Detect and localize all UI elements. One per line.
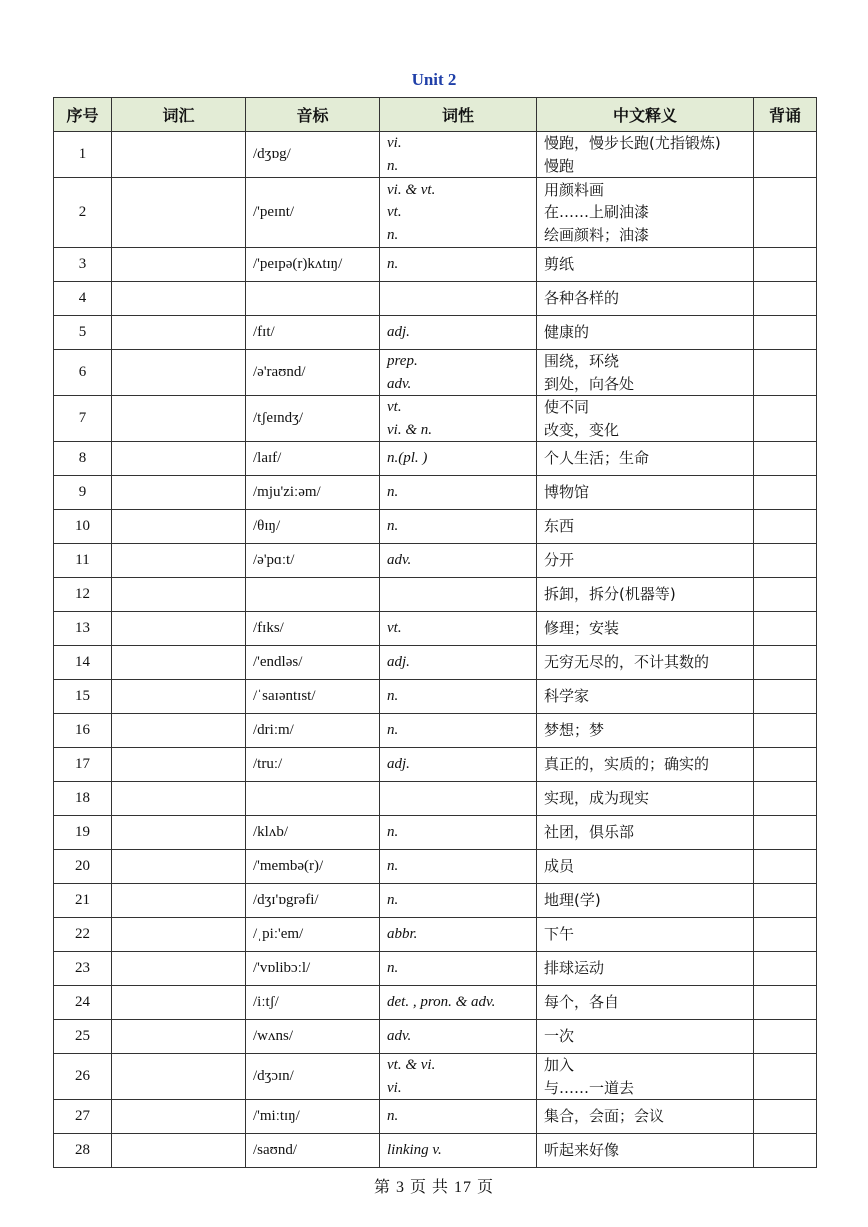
- chinese-meaning-cell: [537, 578, 754, 612]
- recite-checkbox-cell[interactable]: [754, 850, 817, 884]
- phonetic-cell: /ə'pɑːt/: [246, 544, 380, 578]
- meaning-line: 健康的: [544, 323, 590, 342]
- vocabulary-blank-cell[interactable]: [112, 442, 246, 476]
- vocabulary-blank-cell[interactable]: [112, 1100, 246, 1134]
- part-of-speech-line: n.: [387, 226, 399, 243]
- row-number: 15: [54, 680, 112, 714]
- vocabulary-blank-cell[interactable]: [112, 132, 246, 178]
- phonetic-cell: /'endləs/: [246, 646, 380, 680]
- meaning-line: 在……上刷油漆: [544, 203, 650, 222]
- meaning-line: 用颜料画: [544, 180, 605, 199]
- part-of-speech-cell: [380, 178, 537, 248]
- vocabulary-blank-cell[interactable]: [112, 350, 246, 396]
- meaning-line: 绘画颜料；油漆: [544, 225, 650, 244]
- meaning-line: 拆卸，拆分(机器等): [544, 585, 676, 604]
- part-of-speech-cell: [380, 442, 537, 476]
- part-of-speech-cell: [380, 748, 537, 782]
- part-of-speech-cell: [380, 850, 537, 884]
- part-of-speech-cell: [380, 1134, 537, 1168]
- part-of-speech-line: n.: [387, 688, 399, 705]
- meaning-line: 集合，会面；会议: [544, 1107, 665, 1126]
- part-of-speech-cell: [380, 350, 537, 396]
- table-row: [54, 476, 817, 510]
- row-number: 24: [54, 986, 112, 1020]
- chinese-meaning-cell: [537, 442, 754, 476]
- recite-checkbox-cell[interactable]: [754, 1020, 817, 1054]
- table-row: [54, 510, 817, 544]
- part-of-speech-cell: [380, 816, 537, 850]
- phonetic-cell: /iːtʃ/: [246, 986, 380, 1020]
- phonetic-cell: /mju'ziːəm/: [246, 476, 380, 510]
- vocabulary-blank-cell[interactable]: [112, 612, 246, 646]
- recite-checkbox-cell[interactable]: [754, 782, 817, 816]
- table-row: [54, 132, 817, 178]
- row-number: 16: [54, 714, 112, 748]
- part-of-speech-line: vt. & vi.: [387, 1057, 436, 1073]
- row-number: 23: [54, 952, 112, 986]
- chinese-meaning-cell: [537, 178, 754, 248]
- table-row: [54, 748, 817, 782]
- header-number: 序号: [54, 98, 112, 132]
- phonetic-cell: /dʒɔɪn/: [246, 1054, 380, 1100]
- chinese-meaning-cell: [537, 248, 754, 282]
- meaning-line: 无穷无尽的，不计其数的: [544, 653, 710, 672]
- vocabulary-blank-cell[interactable]: [112, 850, 246, 884]
- part-of-speech-line: n.: [387, 1108, 399, 1125]
- header-part-of-speech: 词性: [380, 98, 537, 132]
- part-of-speech-cell: [380, 612, 537, 646]
- page-footer: 第 3 页 共 17 页: [373, 1179, 494, 1196]
- table-row: [54, 850, 817, 884]
- row-number: 22: [54, 918, 112, 952]
- recite-checkbox-cell[interactable]: [754, 178, 817, 248]
- vocabulary-blank-cell[interactable]: [112, 396, 246, 442]
- table-row: [54, 396, 817, 442]
- recite-checkbox-cell[interactable]: [754, 714, 817, 748]
- row-number: 4: [54, 282, 112, 316]
- vocabulary-table: [53, 97, 817, 1168]
- vocabulary-blank-cell[interactable]: [112, 544, 246, 578]
- part-of-speech-line: vi.: [387, 1079, 402, 1096]
- vocabulary-blank-cell[interactable]: [112, 680, 246, 714]
- part-of-speech-cell: [380, 646, 537, 680]
- part-of-speech-line: vi.: [387, 135, 402, 151]
- table-row: [54, 816, 817, 850]
- vocabulary-blank-cell[interactable]: [112, 578, 246, 612]
- part-of-speech-line: vt.: [387, 620, 402, 637]
- recite-checkbox-cell[interactable]: [754, 544, 817, 578]
- chinese-meaning-cell: [537, 316, 754, 350]
- part-of-speech-line: vi. & n.: [387, 421, 432, 438]
- recite-checkbox-cell[interactable]: [754, 578, 817, 612]
- part-of-speech-cell: [380, 884, 537, 918]
- vocabulary-blank-cell[interactable]: [112, 1020, 246, 1054]
- table-row: [54, 282, 817, 316]
- recite-checkbox-cell[interactable]: [754, 816, 817, 850]
- row-number: 9: [54, 476, 112, 510]
- chinese-meaning-cell: [537, 350, 754, 396]
- part-of-speech-line: adj.: [387, 756, 410, 773]
- chinese-meaning-cell: [537, 476, 754, 510]
- recite-checkbox-cell[interactable]: [754, 316, 817, 350]
- phonetic-cell: /dʒɒg/: [246, 132, 380, 178]
- header-row: [54, 98, 817, 132]
- vocabulary-blank-cell[interactable]: [112, 816, 246, 850]
- table-row: [54, 578, 817, 612]
- meaning-line: 梦想；梦: [544, 721, 605, 740]
- chinese-meaning-cell: [537, 952, 754, 986]
- meaning-line: 社团，俱乐部: [544, 823, 635, 842]
- part-of-speech-line: vt.: [387, 399, 402, 415]
- row-number: 26: [54, 1054, 112, 1100]
- table-row: [54, 1020, 817, 1054]
- vocabulary-blank-cell[interactable]: [112, 646, 246, 680]
- meaning-line: 慢跑，慢步长跑(尤指锻炼): [544, 134, 721, 152]
- part-of-speech-line: adv.: [387, 375, 412, 392]
- chinese-meaning-cell: [537, 282, 754, 316]
- meaning-line: 围绕，环绕: [544, 352, 620, 370]
- meaning-line: 使不同: [544, 398, 590, 416]
- row-number: 14: [54, 646, 112, 680]
- row-number: 27: [54, 1100, 112, 1134]
- row-number: 18: [54, 782, 112, 816]
- meaning-line: 排球运动: [544, 959, 605, 978]
- part-of-speech-cell: [380, 1054, 537, 1100]
- table-row: [54, 680, 817, 714]
- table-row: [54, 1100, 817, 1134]
- meaning-line: 地理(学): [544, 891, 601, 910]
- part-of-speech-cell: [380, 282, 537, 316]
- phonetic-cell: /fɪt/: [246, 316, 380, 350]
- row-number: 3: [54, 248, 112, 282]
- recite-checkbox-cell[interactable]: [754, 442, 817, 476]
- row-number: 5: [54, 316, 112, 350]
- table-row: [54, 178, 817, 248]
- part-of-speech-cell: [380, 952, 537, 986]
- phonetic-cell: /ˌpiː'em/: [246, 918, 380, 952]
- table-row: [54, 442, 817, 476]
- table-row: [54, 952, 817, 986]
- unit-title: Unit 2: [411, 70, 457, 89]
- chinese-meaning-cell: [537, 612, 754, 646]
- meaning-line: 与……一道去: [544, 1078, 635, 1097]
- chinese-meaning-cell: [537, 396, 754, 442]
- phonetic-cell: /truː/: [246, 748, 380, 782]
- part-of-speech-line: n.: [387, 157, 399, 174]
- meaning-line: 实现，成为现实: [544, 789, 650, 808]
- meaning-line: 慢跑: [544, 156, 575, 175]
- meaning-line: 成员: [544, 857, 575, 876]
- phonetic-cell: /'miːtɪŋ/: [246, 1100, 380, 1134]
- part-of-speech-cell: [380, 396, 537, 442]
- part-of-speech-line: det. , pron. & adv.: [387, 994, 496, 1011]
- part-of-speech-line: n.: [387, 824, 399, 841]
- chinese-meaning-cell: [537, 782, 754, 816]
- part-of-speech-line: prep.: [387, 353, 418, 369]
- phonetic-cell: /klʌb/: [246, 816, 380, 850]
- part-of-speech-cell: [380, 714, 537, 748]
- row-number: 20: [54, 850, 112, 884]
- meaning-line: 听起来好像: [544, 1141, 620, 1160]
- chinese-meaning-cell: [537, 884, 754, 918]
- meaning-line: 剪纸: [544, 255, 575, 274]
- phonetic-cell: /θɪŋ/: [246, 510, 380, 544]
- chinese-meaning-cell: [537, 1100, 754, 1134]
- chinese-meaning-cell: [537, 816, 754, 850]
- meaning-line: 加入: [544, 1056, 575, 1074]
- chinese-meaning-cell: [537, 646, 754, 680]
- recite-checkbox-cell[interactable]: [754, 1054, 817, 1100]
- vocabulary-blank-cell[interactable]: [112, 282, 246, 316]
- header-phonetic: 音标: [246, 98, 380, 132]
- recite-checkbox-cell[interactable]: [754, 396, 817, 442]
- part-of-speech-cell: [380, 782, 537, 816]
- recite-checkbox-cell[interactable]: [754, 952, 817, 986]
- row-number: 13: [54, 612, 112, 646]
- phonetic-cell: /laɪf/: [246, 442, 380, 476]
- recite-checkbox-cell[interactable]: [754, 1134, 817, 1168]
- table-row: [54, 1134, 817, 1168]
- row-number: 7: [54, 396, 112, 442]
- recite-checkbox-cell[interactable]: [754, 282, 817, 316]
- recite-checkbox-cell[interactable]: [754, 132, 817, 178]
- table-row: [54, 782, 817, 816]
- part-of-speech-cell: [380, 1020, 537, 1054]
- part-of-speech-cell: [380, 1100, 537, 1134]
- header-chinese-meaning: 中文释义: [537, 98, 754, 132]
- vocabulary-blank-cell[interactable]: [112, 316, 246, 350]
- chinese-meaning-cell: [537, 1134, 754, 1168]
- meaning-line: 改变，变化: [544, 420, 620, 439]
- phonetic-cell: [246, 782, 380, 816]
- phonetic-cell: /ˈsaɪəntɪst/: [246, 680, 380, 714]
- recite-checkbox-cell[interactable]: [754, 680, 817, 714]
- part-of-speech-cell: [380, 544, 537, 578]
- recite-checkbox-cell[interactable]: [754, 918, 817, 952]
- recite-checkbox-cell[interactable]: [754, 476, 817, 510]
- chinese-meaning-cell: [537, 680, 754, 714]
- meaning-line: 一次: [544, 1027, 575, 1046]
- chinese-meaning-cell: [537, 544, 754, 578]
- table-row: [54, 316, 817, 350]
- table-row: [54, 646, 817, 680]
- row-number: 8: [54, 442, 112, 476]
- row-number: 17: [54, 748, 112, 782]
- part-of-speech-cell: [380, 680, 537, 714]
- part-of-speech-cell: [380, 510, 537, 544]
- phonetic-cell: /fɪks/: [246, 612, 380, 646]
- recite-checkbox-cell[interactable]: [754, 248, 817, 282]
- vocabulary-blank-cell[interactable]: [112, 1134, 246, 1168]
- meaning-line: 分开: [544, 551, 575, 570]
- part-of-speech-line: abbr.: [387, 926, 418, 943]
- phonetic-cell: /tʃeɪndʒ/: [246, 396, 380, 442]
- row-number: 19: [54, 816, 112, 850]
- chinese-meaning-cell: [537, 850, 754, 884]
- chinese-meaning-cell: [537, 714, 754, 748]
- vocabulary-blank-cell[interactable]: [112, 510, 246, 544]
- meaning-line: 每个，各自: [544, 993, 620, 1012]
- part-of-speech-line: n.: [387, 484, 399, 501]
- recite-checkbox-cell[interactable]: [754, 1100, 817, 1134]
- chinese-meaning-cell: [537, 132, 754, 178]
- row-number: 10: [54, 510, 112, 544]
- phonetic-cell: /'peɪnt/: [246, 178, 380, 248]
- chinese-meaning-cell: [537, 918, 754, 952]
- phonetic-cell: /saʊnd/: [246, 1134, 380, 1168]
- meaning-line: 个人生活；生命: [544, 449, 650, 468]
- phonetic-cell: /'peɪpə(r)kʌtɪŋ/: [246, 248, 380, 282]
- recite-checkbox-cell[interactable]: [754, 612, 817, 646]
- phonetic-cell: /driːm/: [246, 714, 380, 748]
- part-of-speech-cell: [380, 476, 537, 510]
- part-of-speech-cell: [380, 578, 537, 612]
- vocabulary-blank-cell[interactable]: [112, 884, 246, 918]
- row-number: 11: [54, 544, 112, 578]
- part-of-speech-line: n.: [387, 722, 399, 739]
- vocabulary-blank-cell[interactable]: [112, 476, 246, 510]
- table-row: [54, 612, 817, 646]
- chinese-meaning-cell: [537, 748, 754, 782]
- row-number: 6: [54, 350, 112, 396]
- part-of-speech-line: adv.: [387, 552, 412, 569]
- meaning-line: 修理；安装: [544, 619, 620, 638]
- meaning-line: 科学家: [544, 687, 590, 706]
- phonetic-cell: /wʌns/: [246, 1020, 380, 1054]
- table-row: [54, 986, 817, 1020]
- part-of-speech-cell: [380, 132, 537, 178]
- phonetic-cell: /dʒɪ'ɒgrəfi/: [246, 884, 380, 918]
- chinese-meaning-cell: [537, 1054, 754, 1100]
- phonetic-cell: /'vɒlibɔːl/: [246, 952, 380, 986]
- header-vocabulary: 词汇: [112, 98, 246, 132]
- vocabulary-blank-cell[interactable]: [112, 748, 246, 782]
- vocabulary-blank-cell[interactable]: [112, 1054, 246, 1100]
- part-of-speech-line: vt.: [387, 204, 402, 221]
- part-of-speech-line: n.: [387, 892, 399, 909]
- vocabulary-blank-cell[interactable]: [112, 918, 246, 952]
- table-row: [54, 884, 817, 918]
- chinese-meaning-cell: [537, 986, 754, 1020]
- vocabulary-blank-cell[interactable]: [112, 952, 246, 986]
- recite-checkbox-cell[interactable]: [754, 350, 817, 396]
- vocabulary-blank-cell[interactable]: [112, 714, 246, 748]
- meaning-line: 各种各样的: [544, 289, 620, 308]
- table-row: [54, 350, 817, 396]
- row-number: 28: [54, 1134, 112, 1168]
- recite-checkbox-cell[interactable]: [754, 646, 817, 680]
- part-of-speech-line: adj.: [387, 324, 410, 341]
- part-of-speech-line: adj.: [387, 654, 410, 671]
- vocabulary-blank-cell[interactable]: [112, 986, 246, 1020]
- recite-checkbox-cell[interactable]: [754, 884, 817, 918]
- meaning-line: 到处，向各处: [544, 374, 635, 393]
- phonetic-cell: /'membə(r)/: [246, 850, 380, 884]
- part-of-speech-line: n.: [387, 518, 399, 535]
- part-of-speech-cell: [380, 918, 537, 952]
- recite-checkbox-cell[interactable]: [754, 986, 817, 1020]
- row-number: 25: [54, 1020, 112, 1054]
- row-number: 1: [54, 132, 112, 178]
- meaning-line: 真正的，实质的；确实的: [544, 755, 710, 774]
- row-number: 12: [54, 578, 112, 612]
- part-of-speech-line: n.: [387, 256, 399, 273]
- header-recite: 背诵: [754, 98, 817, 132]
- chinese-meaning-cell: [537, 1020, 754, 1054]
- meaning-line: 博物馆: [544, 483, 590, 502]
- vocabulary-blank-cell[interactable]: [112, 248, 246, 282]
- meaning-line: 下午: [544, 925, 575, 944]
- recite-checkbox-cell[interactable]: [754, 748, 817, 782]
- row-number: 21: [54, 884, 112, 918]
- part-of-speech-cell: [380, 986, 537, 1020]
- row-number: 2: [54, 178, 112, 248]
- part-of-speech-cell: [380, 248, 537, 282]
- vocabulary-blank-cell[interactable]: [112, 178, 246, 248]
- table-row: [54, 714, 817, 748]
- phonetic-cell: [246, 282, 380, 316]
- part-of-speech-line: n.(pl. ): [387, 450, 428, 467]
- part-of-speech-line: linking v.: [387, 1142, 442, 1159]
- part-of-speech-line: n.: [387, 858, 399, 875]
- phonetic-cell: [246, 578, 380, 612]
- part-of-speech-line: vi. & vt.: [387, 181, 436, 198]
- table-row: [54, 1054, 817, 1100]
- chinese-meaning-cell: [537, 510, 754, 544]
- recite-checkbox-cell[interactable]: [754, 510, 817, 544]
- phonetic-cell: /ə'raʊnd/: [246, 350, 380, 396]
- table-row: [54, 918, 817, 952]
- vocabulary-blank-cell[interactable]: [112, 782, 246, 816]
- table-row: [54, 544, 817, 578]
- meaning-line: 东西: [544, 517, 575, 536]
- part-of-speech-line: n.: [387, 960, 399, 977]
- table-row: [54, 248, 817, 282]
- part-of-speech-line: adv.: [387, 1028, 412, 1045]
- part-of-speech-cell: [380, 316, 537, 350]
